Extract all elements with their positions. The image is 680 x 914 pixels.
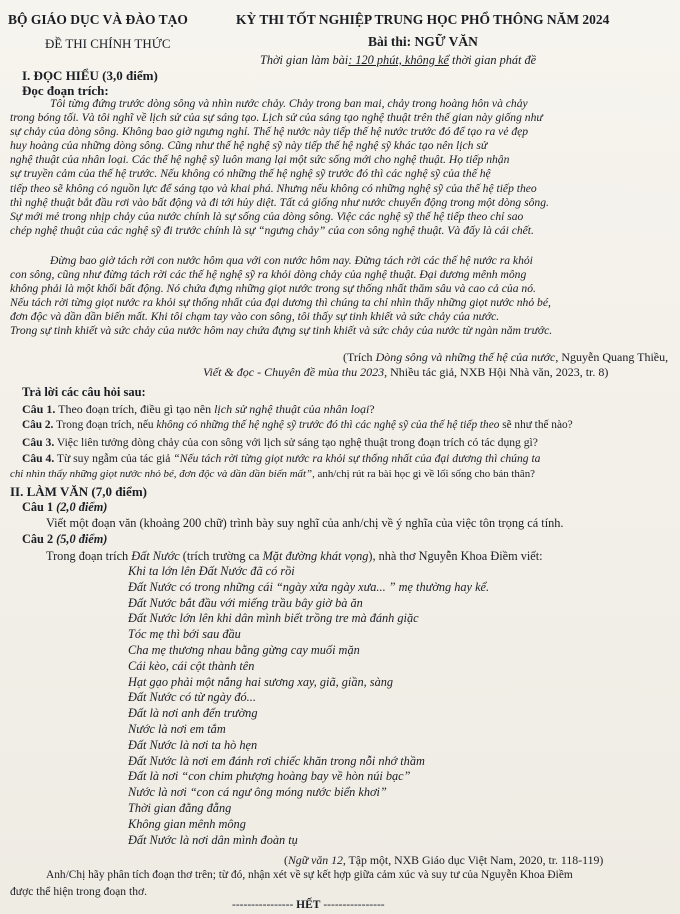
citation-line-2: Viết & đọc - Chuyên đề mùa thu 2023, Nhiều tác giả, NXB Hội Nhà văn, 2023, tr. 8) — [203, 365, 609, 379]
part2-title: II. LÀM VĂN (7,0 điểm) — [10, 484, 147, 499]
subject-name: NGỮ VĂN — [414, 34, 478, 49]
poem-line: Đất Nước bắt đầu với miếng trầu bây giờ bà ăn — [128, 595, 363, 610]
poem-line: Nước là nơi “con cá ngư ông móng nước biển khơi” — [128, 785, 387, 800]
passage-line: thì nghệ thuật bắt đầu rơi vào bất động và đi tới hủy diệt. Tất cả giống như nước chuyển động trong một dòng sông. — [10, 195, 549, 209]
passage-line: Trong sự tinh khiết và sức chảy của nước hôm nay chứa đựng sự tinh khiết và sức chảy của nước từ ngàn năm trước. — [10, 324, 553, 338]
poem-line: Đất Nước có trong những cái “ngày xửa ngày xưa... ” mẹ thường hay kể. — [128, 579, 490, 594]
part1-title: I. ĐỌC HIỂU (3,0 điểm) — [22, 68, 158, 83]
c2-heading: Câu 2 (5,0 điểm) — [22, 532, 108, 546]
passage-line: tiếp theo sẽ không có nguồn lực để sáng tạo và khai phá. Nhưng nếu không có những nghệ sỹ của thế hệ tiếp theo — [10, 181, 537, 195]
citation-work: Dòng sông và những thế hệ của nước — [375, 350, 556, 364]
question-1: Câu 1. Theo đoạn trích, điều gì tạo nên lịch sử nghệ thuật của nhân loại? — [22, 402, 375, 416]
time-post: thời gian phát đề — [448, 53, 537, 67]
poem-line: Hạt gạo phải một nắng hai sương xay, giã, giần, sàng — [128, 674, 394, 689]
passage-line: sự truyền cảm của thế hệ trước. Nếu không có những thế hệ nghệ sỹ trước đó thì các nghệ sỹ của thế hệ — [10, 167, 491, 181]
passage-line: Đừng bao giờ tách rời con nước hôm qua với con nước hôm nay. Đừng tách rời các thế hệ nước ra khỏi — [50, 254, 533, 267]
question-4-line-2: chỉ nhìn thấy những giọt nước nhỏ bé, đơn độc và dần dần biến mất”, anh/chị rút ra bài học gì về lối sống cho bản thân? — [10, 468, 535, 480]
time-pre: Thời gian làm bài — [260, 53, 349, 67]
passage-line: không phải là một khối bất động. Nó chứa đựng những giọt nước trong sự thống nhất thăm sâu và cao cả của nó. — [10, 282, 536, 296]
passage-line: đơn độc và dần dần biến mất. Khi tôi chạm tay vào con sông, tôi thấy sự tinh khiết và sức chảy của nước. — [10, 310, 500, 324]
passage-line: huy hoàng của những dòng sông. Cũng như thế hệ nghệ sỹ này tiếp thế hệ nghệ sỹ khác tạo nên lịch sử — [10, 139, 488, 153]
poem-line: Đất Nước lớn lên khi dân mình biết trồng tre mà đánh giặc — [128, 611, 419, 626]
poem-line: Đất là nơi “con chim phượng hoàng bay về hòn núi bạc” — [128, 769, 411, 784]
poem-line: Khi ta lớn lên Đất Nước đã có rồi — [128, 564, 295, 578]
c1-text: Viết một đoạn văn (khoảng 200 chữ) trình bày suy nghĩ của anh/chị về ý nghĩa của việc tôn trọng cá tính. — [46, 516, 564, 530]
passage-line: con sông, cũng như đừng tách rời các thế hệ nghệ sỹ ra khỏi dòng chảy của nghệ thuật. Đại dương mênh mông — [10, 268, 527, 282]
exam-title: KỲ THI TỐT NGHIỆP TRUNG HỌC PHỔ THÔNG NĂM 2024 — [236, 12, 610, 27]
time-line — [260, 53, 536, 68]
question-4-line-1: Câu 4. Từ suy ngẫm của tác giả “Nếu tách rời từng giọt nước ra khỏi sự thống nhất của đại dương thì chúng ta — [22, 452, 541, 465]
poem-line: Tóc mẹ thì bới sau đầu — [128, 627, 241, 642]
passage-line: Nếu tách rời từng giọt nước ra khỏi sự thống nhất của đại dương thì chúng ta chỉ nhìn thấy những giọt nước nhỏ bé, — [10, 296, 551, 310]
poem-line: Đất Nước là nơi em đánh rơi chiếc khăn trong nỗi nhớ thầm — [128, 753, 425, 768]
poem-line: Đất Nước là nơi dân mình đoàn tụ — [128, 832, 298, 847]
question-3: Câu 3. Việc liên tưởng dòng chảy của con sông với lịch sử sáng tạo nghệ thuật trong đoạn trích có tác dụng gì? — [22, 436, 538, 449]
passage-line: sự chảy của dòng sông. Không bao giờ ngưng nghỉ. Thế hệ nước này tiếp thế hệ nước trước đó để tạo ra vẻ đẹp — [10, 125, 529, 139]
subject-label: Bài thi: — [368, 34, 415, 49]
poem-line: Cha mẹ thương nhau bằng gừng cay muối mặn — [128, 642, 360, 657]
passage-line: Sự mới mẻ trong nhịp chảy của nước chính là sự sống của dòng sông. Việc các nghệ sỹ thế hệ tiếp theo chỉ sao — [10, 209, 524, 223]
citation-book: Viết & đọc - Chuyên đề mùa thu 2023 — [203, 365, 385, 379]
poem-line: Nước là nơi em tắm — [128, 721, 226, 736]
c2-task-line-2: được thể hiện trong đoạn thơ. — [10, 885, 148, 898]
poem-line: Đất Nước là nơi ta hò hẹn — [128, 737, 258, 752]
subject-line — [368, 34, 478, 50]
passage-line: nghệ thuật của nhân loại. Các thế hệ nghệ sỹ luôn mang lại một sức sống mới cho nghệ thuật. Họ tiếp nhận — [10, 153, 510, 167]
passage-paragraph-2 — [10, 254, 672, 339]
c1-heading: Câu 1 (2,0 điểm) — [22, 500, 108, 514]
time-value: : 120 phút, không kể — [348, 53, 449, 67]
end-marker: ---------------- HẾT ---------------- — [232, 899, 385, 911]
poem-line: Đất là nơi anh đến trường — [128, 706, 258, 721]
read-label: Đọc đoạn trích: — [22, 83, 109, 98]
passage-paragraph-1 — [10, 97, 672, 238]
question-2: Câu 2. Trong đoạn trích, nếu không có những thế hệ nghệ sỹ trước đó thì các nghệ sỹ của thế hệ tiếp theo sẽ như thế nào? — [22, 419, 573, 431]
citation-line-1: (Trích Dòng sông và những thế hệ của nước, Nguyễn Quang Thiều, — [343, 350, 669, 364]
official-label: ĐỀ THI CHÍNH THỨC — [45, 36, 171, 51]
ministry-name: BỘ GIÁO DỤC VÀ ĐÀO TẠO — [8, 12, 188, 27]
passage-line: trong bóng tối. Và tôi nghĩ về lịch sử của sự sáng tạo. Lịch sử của sáng tạo nghệ thuật trên thế gian này giống như — [10, 111, 543, 125]
poem-line: Cái kèo, cái cột thành tên — [128, 658, 255, 673]
c2-intro: Trong đoạn trích Đất Nước (trích trường ca Mặt đường khát vọng), nhà thơ Nguyễn Khoa Điềm viết: — [46, 549, 543, 563]
c2-task-line-1: Anh/Chị hãy phân tích đoạn thơ trên; từ đó, nhận xét về sự kết hợp giữa cảm xúc và suy tư của Nguyễn Khoa Điềm — [46, 869, 573, 881]
poem-line: Không gian mênh mông — [128, 816, 246, 831]
passage-line: Tôi từng đứng trước dòng sông và nhìn nước chảy. Chảy trong ban mai, chảy trong hoàng hôn và chảy — [50, 97, 528, 110]
poem-line: Thời gian đằng đẵng — [128, 800, 232, 815]
answer-label: Trả lời các câu hỏi sau: — [22, 385, 146, 399]
passage-line: chép nghệ thuật của các nghệ sỹ đi trước chính là sự “ngưng chảy” của con sông nghệ thuật. Và đấy là cái chết. — [10, 223, 534, 237]
poem-line: Đất Nước có từ ngày đó... — [128, 690, 256, 705]
poem — [128, 564, 489, 848]
poem-source: (Ngữ văn 12, Tập một, NXB Giáo dục Việt Nam, 2020, tr. 118-119) — [284, 853, 604, 867]
